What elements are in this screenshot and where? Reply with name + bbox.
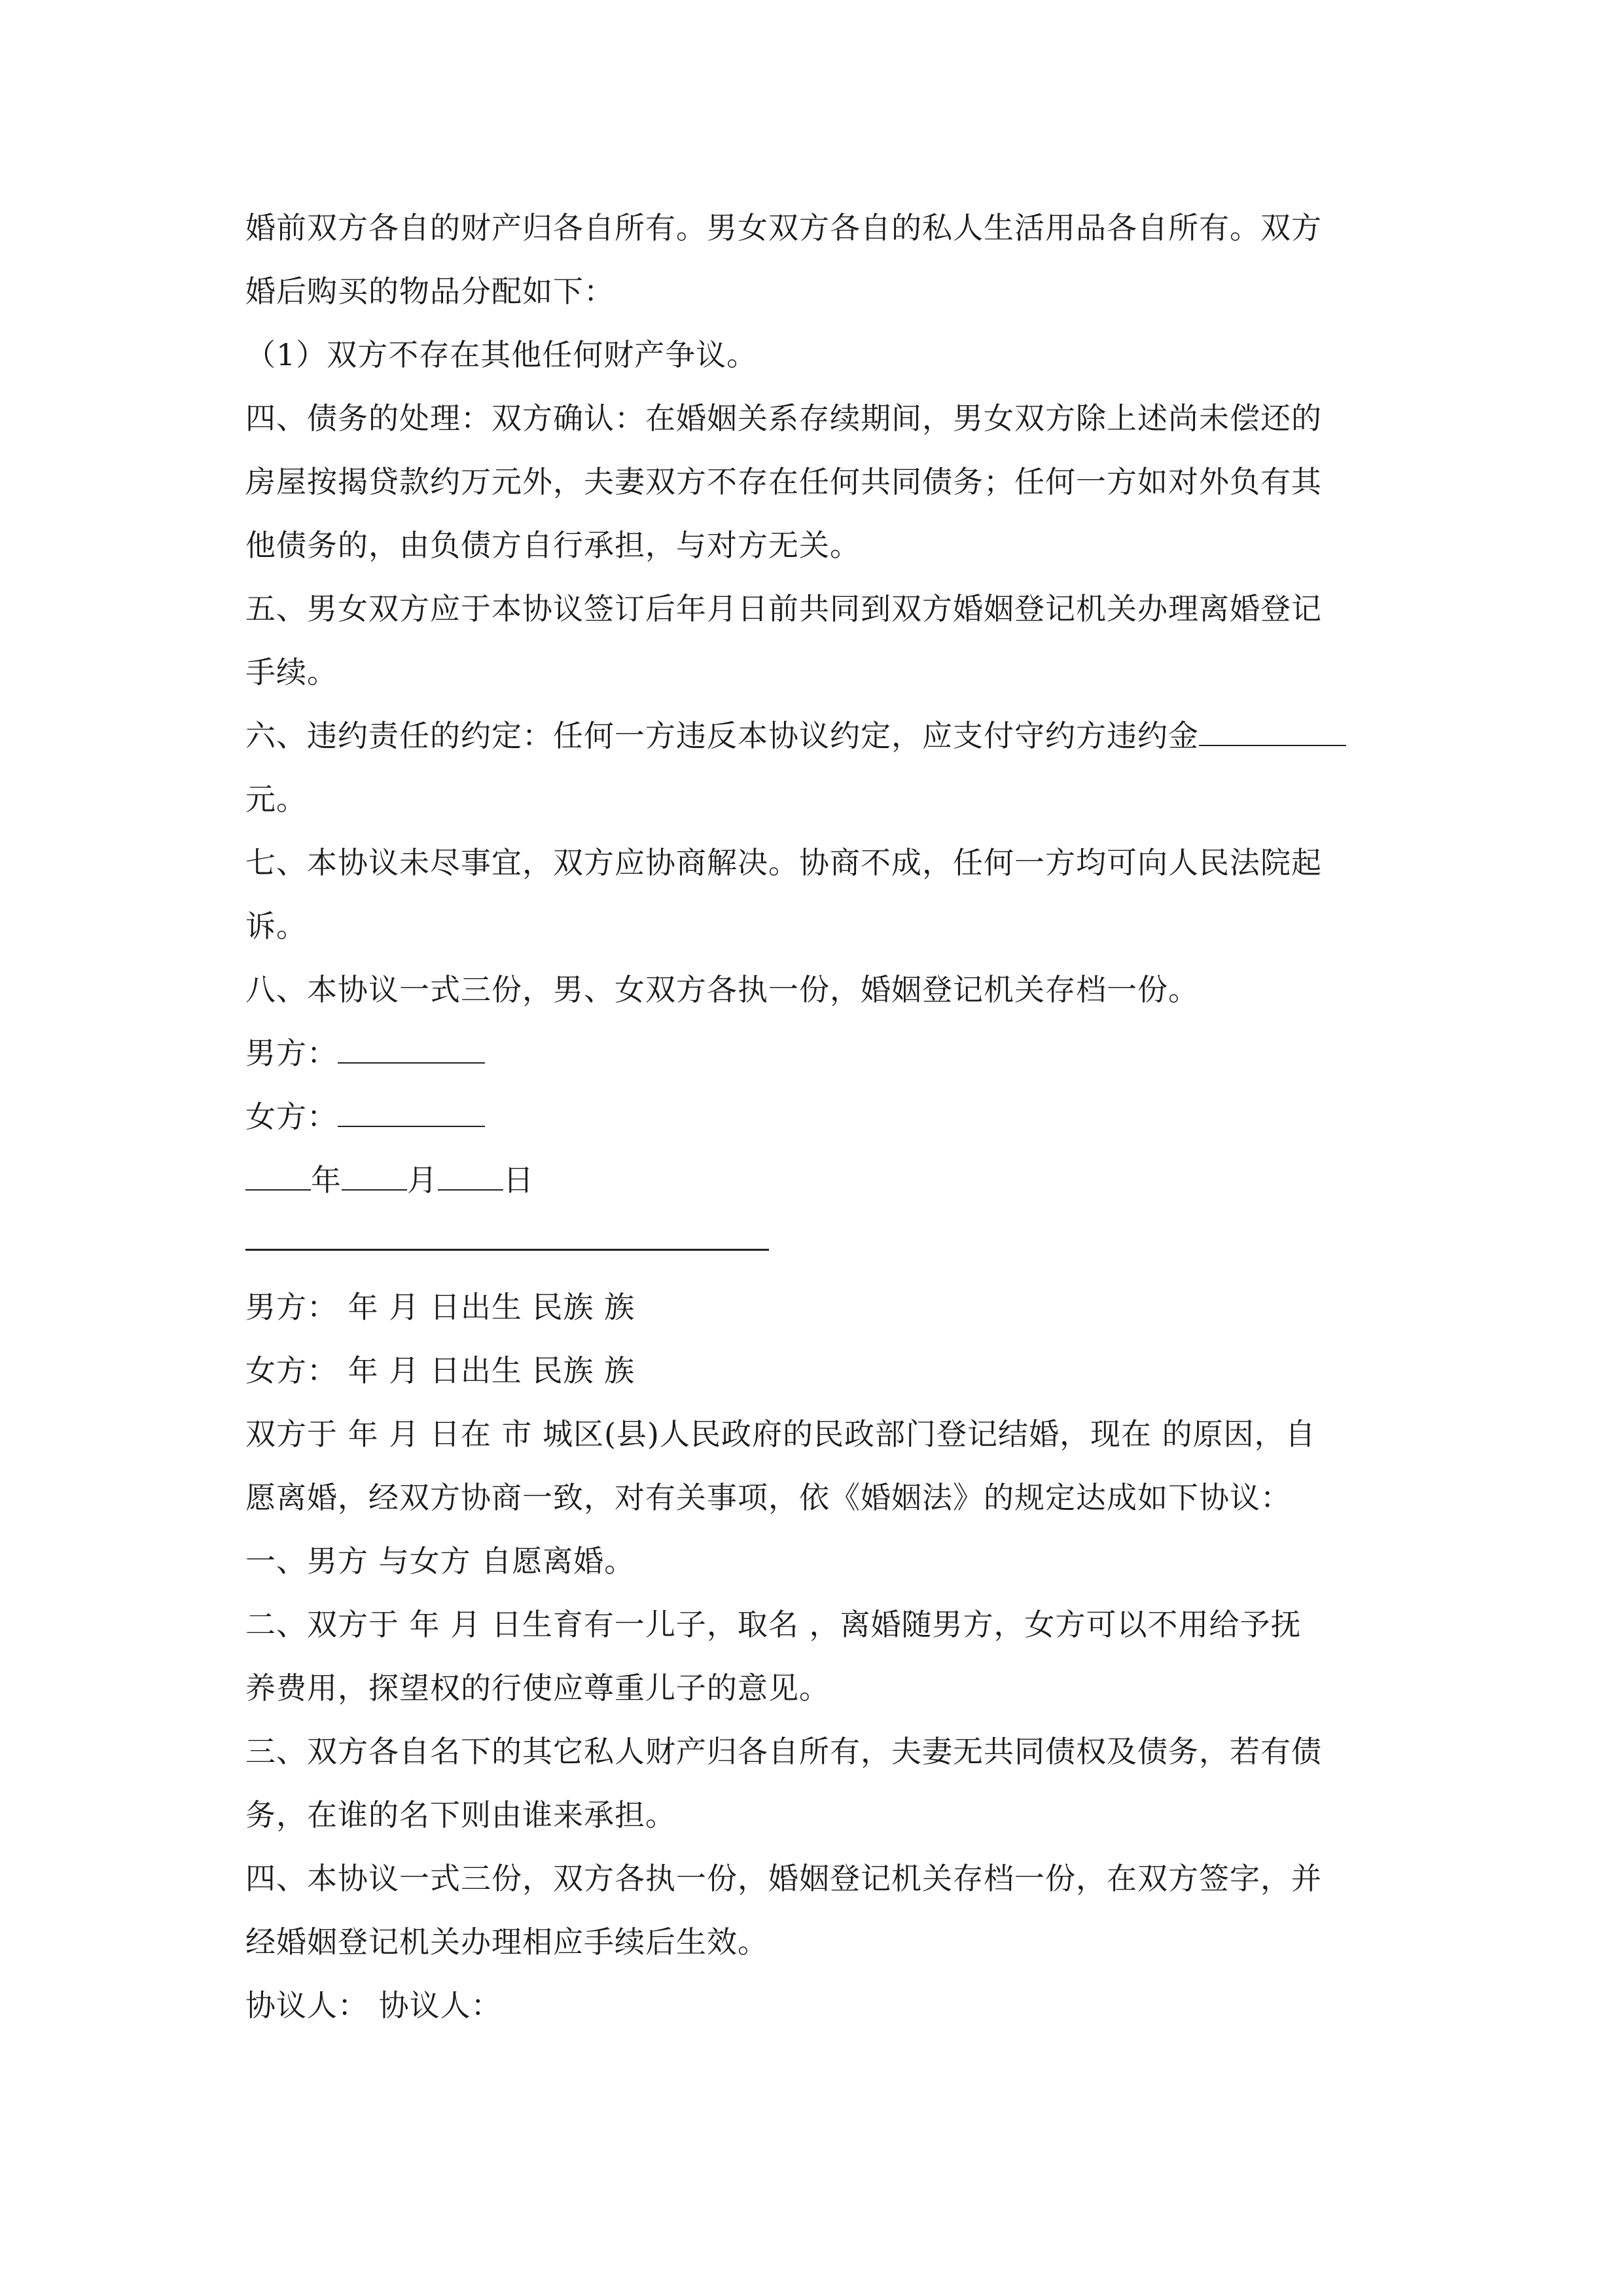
text-line: 愿离婚，经双方协商一致，对有关事项，依《婚姻法》的规定达成如下协议： <box>245 1480 1291 1515</box>
document-body <box>245 196 1417 2037</box>
text-line: 双方于 年 月 日在 市 城区(县)人民政府的民政部门登记结婚，现在 的原因，自 <box>245 1416 1316 1452</box>
text-line: 一、男方 与女方 自愿离婚。 <box>245 1543 635 1579</box>
year-blank[interactable] <box>245 1163 311 1191</box>
female-info-line: 女方： 年 月 日出生 民族 族 <box>245 1353 635 1388</box>
text-line: 五、男女双方应于本协议签订后年月日前共同到双方婚姻登记机关办理离婚登记 <box>245 591 1322 626</box>
signing-date-line <box>245 1149 1417 1212</box>
year-label: 年 <box>311 1162 342 1198</box>
divider-rule <box>245 1249 769 1251</box>
section-divider <box>245 1212 1417 1276</box>
male-info-line: 男方： 年 月 日出生 民族 族 <box>245 1289 635 1325</box>
text-line: 四、债务的处理：双方确认：在婚姻关系存续期间，男女双方除上述尚未偿还的 <box>245 401 1322 436</box>
text-line: 四、本协议一式三份，双方各执一份，婚姻登记机关存档一份，在双方签字，并 <box>245 1861 1322 1896</box>
text-line: 八、本协议一式三份，男、女双方各执一份，婚姻登记机关存档一份。 <box>245 972 1199 1007</box>
female-signature-label: 女方： <box>245 1099 338 1134</box>
text-line: 房屋按揭贷款约万元外，夫妻双方不存在任何共同债务；任何一方如对外负有其 <box>245 464 1322 499</box>
male-signature-label: 男方： <box>245 1035 338 1071</box>
text-line: 诉。 <box>245 908 307 944</box>
text-line: 手续。 <box>245 655 338 690</box>
text-line: 婚后购买的物品分配如下： <box>245 274 615 309</box>
day-label: 日 <box>503 1162 534 1198</box>
text-line: 经婚姻登记机关办理相应手续后生效。 <box>245 1924 768 1960</box>
day-blank[interactable] <box>438 1163 503 1191</box>
text-line: 务，在谁的名下则由谁来承担。 <box>245 1797 676 1833</box>
signatories-line: 协议人： 协议人： <box>245 1988 502 2023</box>
male-signature-line <box>245 1022 1417 1085</box>
text-line: 二、双方于 年 月 日生育有一儿子，取名 ，离婚随男方，女方可以不用给予抚 <box>245 1607 1302 1642</box>
month-blank[interactable] <box>342 1163 407 1191</box>
female-signature-blank[interactable] <box>338 1100 485 1127</box>
male-signature-blank[interactable] <box>338 1036 485 1064</box>
penalty-clause-text: 六、违约责任的约定：任何一方违反本协议约定，应支付守约方违约金 <box>245 718 1199 753</box>
text-line: 婚前双方各自的财产归各自所有。男女双方各自的私人生活用品各自所有。双方 <box>245 210 1322 245</box>
text-line: 他债务的，由负债方自行承担，与对方无关。 <box>245 528 861 563</box>
text-line: 养费用，探望权的行使应尊重儿子的意见。 <box>245 1670 830 1706</box>
month-label: 月 <box>407 1162 438 1198</box>
text-line: （1）双方不存在其他任何财产争议。 <box>245 337 758 372</box>
text-line: 三、双方各自名下的其它私人财产归各自所有，夫妻无共同债权及债务，若有债 <box>245 1734 1322 1769</box>
text-line: 元。 <box>245 781 307 817</box>
text-line: 七、本协议未尽事宜，双方应协商解决。协商不成，任何一方均可向人民法院起 <box>245 845 1322 880</box>
penalty-clause-line <box>245 704 1417 768</box>
female-signature-line <box>245 1085 1417 1149</box>
penalty-amount-blank[interactable] <box>1199 719 1346 746</box>
